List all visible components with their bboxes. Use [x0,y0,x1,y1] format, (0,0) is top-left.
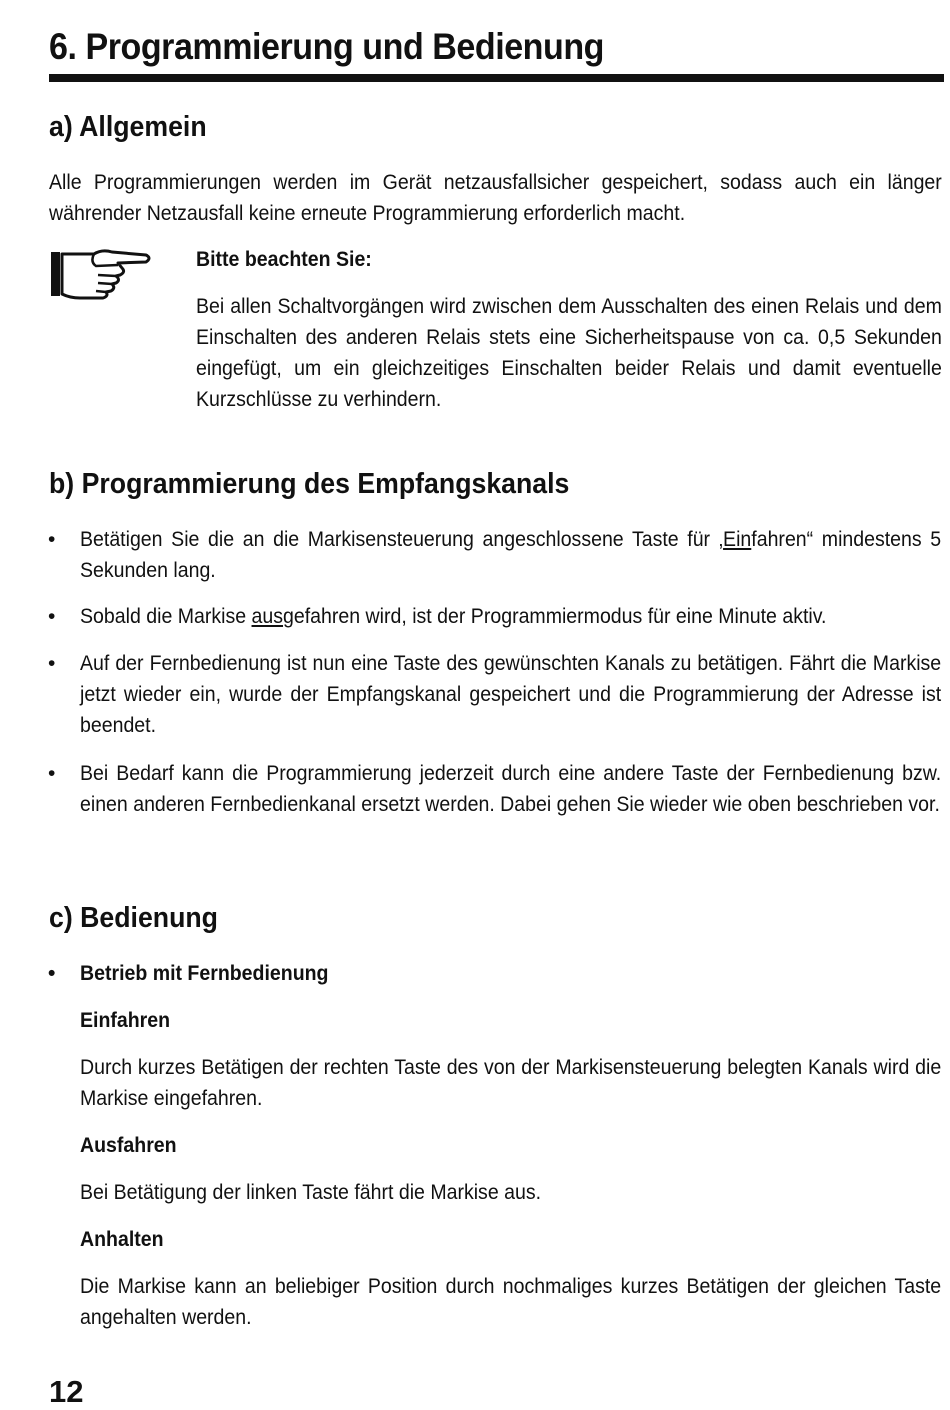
list-item-text: Sobald die Markise [80,605,252,628]
bullet-icon: • [48,528,56,551]
list-item-text: fahren“ mindestens 5 Sekunden lang. [80,528,942,582]
bullet-icon: • [48,762,56,785]
einfahren-title: Einfahren [80,1009,171,1032]
bullet-icon: • [48,652,56,675]
section-b-heading: b) Programmierung des Empfangskanals [49,468,570,500]
list-item [80,524,941,586]
bullet-icon: • [48,605,56,628]
section-a-heading: a) Allgemein [49,111,207,143]
anhalten-text: Die Markise kann an beliebiger Position durch nochmaliges kurzes Betätigen der gleichen Taste angehalten werden. [80,1275,942,1329]
list-item-text: Betätigen Sie die an die Markisensteuerung angeschlossene Taste für ‚ [80,528,724,551]
section-c-heading: c) Bedienung [49,902,218,934]
pointing-hand-icon [50,246,152,302]
note-title: Bitte beachten Sie: [196,248,372,271]
list-item-text: gefahren wird, ist der Programmiermodus für eine Minute aktiv. [283,605,827,628]
einfahren-text: Durch kurzes Betätigen der rechten Taste des von der Markisensteuerung belegten Kanals wird die Markise eingefahren. [80,1056,942,1110]
list-item: Auf der Fernbedienung ist nun eine Taste des gewünschten Kanals zu betätigen. Fährt die Markise jetzt wieder ein, wurde der Empfangskanal gespeichert und die Programmierung der Adresse ist beendet. [80,652,942,737]
list-item: Bei Bedarf kann die Programmierung jederzeit durch eine andere Taste der Fernbedienung bzw. einen anderen Fernbedienkanal ersetzt werden. Dabei gehen Sie wieder wie oben beschrieben vor. [80,762,942,816]
note-text: Bei allen Schaltvorgängen wird zwischen dem Ausschalten des einen Relais und dem Einschalten des anderen Relais stets eine Sicherheitspause von ca. 0,5 Sekunden eingefügt, um ein gleichzeitiges Einschalten beider Relais und damit eventuelle Kurzschlüsse zu verhindern. [196,295,942,411]
list-item [80,601,941,632]
anhalten-title: Anhalten [80,1228,164,1251]
chapter-title: 6. Programmierung und Bedienung [49,26,605,67]
bullet-icon: • [48,962,56,985]
ausfahren-text: Bei Betätigung der linken Taste fährt die Markise aus. [80,1181,542,1204]
section-a-intro: Alle Programmierungen werden im Gerät netzausfallsicher gespeichert, sodass auch ein länger währender Netzausfall keine erneute Programmierung erforderlich macht. [49,171,942,225]
title-rule [49,74,944,82]
page-number: 12 [49,1374,84,1409]
underlined-text: aus [251,605,284,628]
ausfahren-title: Ausfahren [80,1134,177,1157]
subheading-remote: Betrieb mit Fernbedienung [80,962,329,985]
underlined-text: Ein [723,528,752,551]
